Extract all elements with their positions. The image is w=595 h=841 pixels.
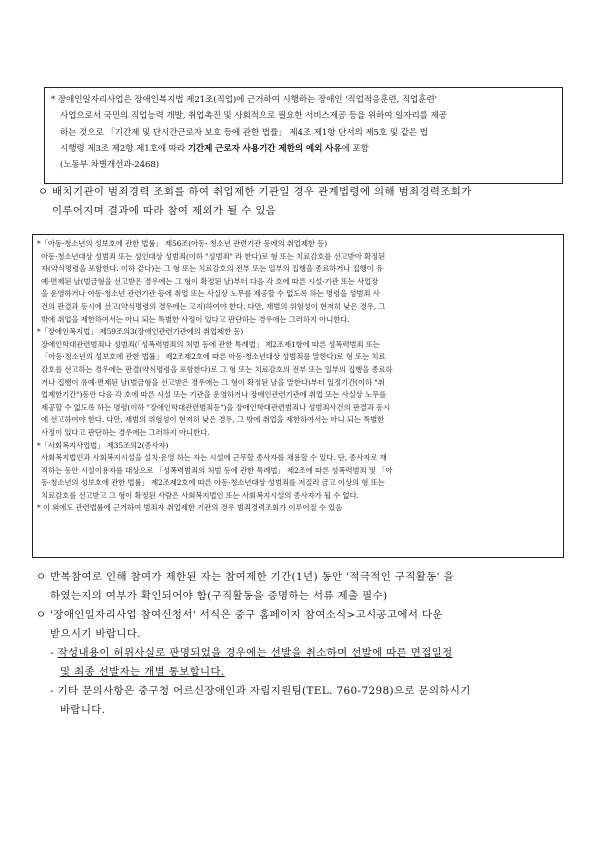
legal-references-box: [32, 234, 564, 558]
guide-line: - 기타 문의사항은 중구청 어르신장애인과 자립지원팀(TEL. 760-7298)으로 문의하시기: [50, 685, 471, 697]
guide-line: 바랍니다.: [60, 704, 106, 716]
application-guide-section: [36, 568, 471, 720]
law-text: 장애인학대관련범죄나 성범죄(「성폭력범죄의 처벌 등에 관한 특례법」 제2조제1항에 따른 성폭력범죄 또는: [41, 339, 380, 349]
guide-line-underlined: [36, 663, 471, 682]
employment-note-box: [44, 87, 563, 184]
law-text: 「아동·청소년의 성보호에 관한 법률」 제2조제2호에 따른 아동·청소년대상 성범죄를 말한다)로 형 또는 치료: [41, 352, 386, 362]
law-heading: *「사회복지사업법」 제35조의2(종사자): [37, 440, 169, 450]
law-text: 동·청소년의 성보호에 관한 법률」 제2조제2호에 따른 아동·청소년대상 성범죄를 저질러 금고 이상의 형 또는: [41, 478, 385, 488]
note-line-prefix: 시행령 제3조 제2항 제1호에 따라: [60, 143, 188, 154]
note-line: 하는 것으로 「기간제 및 단시간근로자 보호 등에 관한 법률」 제4조 제1항 단서의 제5호 및 같은 법: [60, 127, 428, 138]
law-text: 예·면제된 날(벌금형을 선고받은 경우에는 그 형이 확정된 날)부터 다음 각 호에 따른 시설·기관 또는 사업장: [41, 276, 379, 286]
law-text: 직하는 동안 시설이용자를 대상으로 「성폭력범죄의 처벌 등에 관한 특례법」 제2조에 따른 성폭력범죄 및 「아: [41, 465, 393, 475]
guide-line: ㅇ 반복참여로 인해 참여가 제한된 자는 참여제한 기간(1년) 동안 '적극적인 구직활동' 을: [36, 571, 455, 583]
law-text: 건의 판결과 동시에 선고(약식명령의 경우에는 고지)하여야 한다. 다만, 재범의 위험성이 현저히 낮은 경우, 그: [41, 301, 386, 311]
law-text: 제공할 수 없도록 하는 명령(이하 "장애인학대관련범죄등")을 장애인학대관련범죄나 성범죄사건의 판결과 동시: [41, 402, 391, 412]
underlined-text: 작성내용이 허위사실로 판명되었을 경우에는 선발을 취소하며 선발에 따른 면접일정: [57, 647, 453, 659]
law-text: 감호를 선고하는 경우에는 판결(약식명령을 포함한다)로 그 형 또는 치료감호의 전부 또는 일부의 집행을 종료하: [41, 364, 393, 374]
law-text: 을 운영하거나 아동·청소년 관련기관 등에 취업 또는 사실상 노무를 제공할 수 없도록 하는 명령을 성범죄 사: [41, 289, 380, 299]
guide-line: ㅇ '장애인일자리사업 참여신청서' 서식은 중구 홈페이지 참여소식>고시공고에서 다운: [36, 609, 443, 621]
guide-line: 받으시기 바랍니다.: [50, 628, 141, 640]
law-heading: *「아동·청소년의 성보호에 관한 법률」 제56조(아동· 청소년 관련기관 등에의 취업제한 등): [37, 239, 327, 248]
section-line: ㅇ 배치기관이 범죄경력 조회를 하여 취업제한 기관일 경우 관계법령에 의해 범죄경력조회가: [38, 186, 472, 198]
law-text: 자(약식명령을 포함한다. 이하 같다)는 그 형 또는 치료감호의 전부 또는 일부의 집행을 종료하거나 집행이 유: [41, 264, 384, 274]
law-text: 치료감호를 선고받고 그 형이 확정된 사람은 사회복지법인 또는 사회복지시설의 종사자가 될 수 없다.: [41, 490, 359, 500]
law-heading: *「장애인복지법」 제59조의3(장애인관련기관에의 취업제한 등): [37, 327, 244, 337]
note-line-suffix: 에 포함: [341, 143, 369, 154]
law-text: 사정이 있다고 판단하는 경우에는 그러하지 아니한다.: [41, 427, 210, 437]
law-text: 밖에 취업을 제한하여서는 아니 되는 특별한 사정이 있다고 판단하는 경우에는 그러하지 아니한다.: [41, 314, 350, 324]
guide-line-underlined: [36, 644, 471, 663]
note-line-bold-exception: 기간제 근로자 사용기간 제한의 예외 사유: [187, 143, 342, 154]
note-source: (노동부 차별개선과-2468): [60, 160, 160, 171]
guide-line: 하였는지의 여부가 확인되어야 함(구직활동을 증명하는 서류 제출 필수): [50, 590, 388, 602]
note-line: 사업으로서 국민의 직업능력 개발, 취업촉진 및 사회적으로 필요한 서비스제공 등을 위하여 일자리를 제공: [60, 111, 447, 122]
law-text: 사회복지법인과 사회복지시설을 설치·운영 하는 자는 시설에 근무할 종사자를 채용할 수 있다. 단, 종사자로 재: [41, 453, 387, 463]
underlined-text: 및 최종 선발자는 개별 통보합니다.: [60, 666, 225, 678]
section-line: 이루어지며 결과에 따라 참여 제외가 될 수 있음: [52, 205, 277, 217]
law-text: 거나 집행이 유예·면제된 날(벌금형을 선고받은 경우에는 그 형이 확정된 날을 말한다)부터 일정기간(이하 "취: [41, 377, 385, 387]
dash-prefix: -: [50, 647, 58, 659]
law-text: 에 선고하여야 한다. 다만, 재범의 위험성이 현저히 낮은 경우, 그 밖에 취업을 제한하여서는 아니 되는 특별한: [41, 415, 385, 425]
note-line: * 장애인일자리사업은 장애인복지법 제21조(직업)에 근거하여 시행하는 장애인 '직업적응훈련, 직업훈련': [51, 95, 437, 105]
law-text: 아동·청소년대상 성범죄 또는 성인대상 성범죄(이하 "성범죄" 라 한다)로 형 또는 치료감호를 선고받아 확정된: [41, 251, 386, 261]
note-line-exception: [51, 141, 556, 157]
criminal-record-section: [38, 183, 472, 221]
law-text: 업제한기간")동안 다음 각 호에 따른 시설 또는 기관을 운영하거나 장애인관련기관에 취업 또는 사실상 노무를: [41, 390, 387, 400]
law-footnote: * 이 외에도 관련법률에 근거하여 범죄자 취업제한 기관의 경우 범죄경력조회가 이루어질 수 있음: [37, 503, 343, 513]
